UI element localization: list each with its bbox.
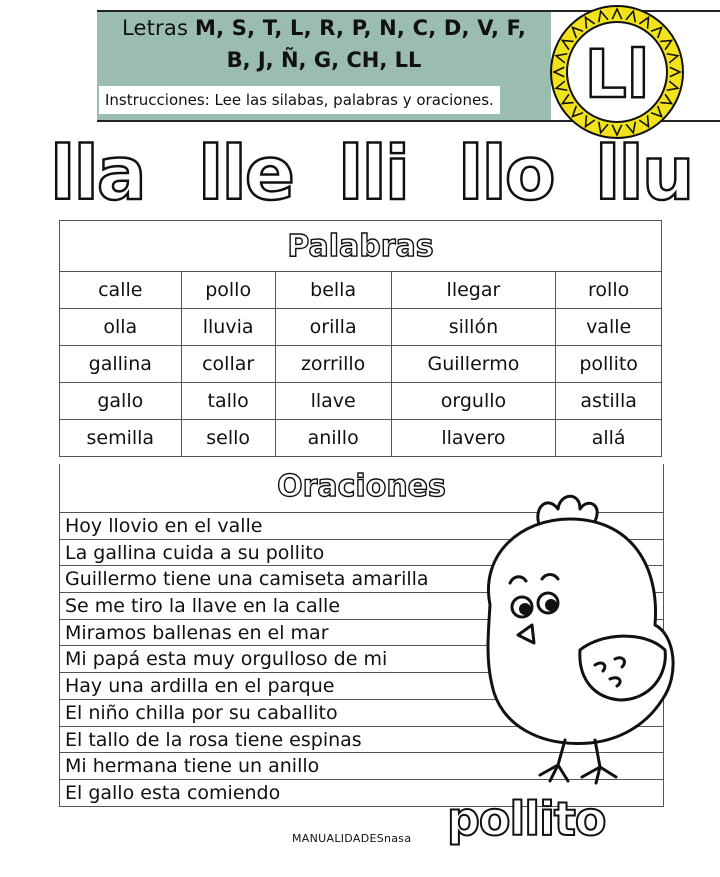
- word-cell: llave: [275, 383, 391, 420]
- credit-text: MANUALIDADESnasa: [292, 832, 412, 845]
- word-cell: orilla: [275, 309, 391, 346]
- letters-prefix: Letras: [121, 16, 189, 40]
- letters-list-2: B, J, Ñ, G, CH, LL: [226, 48, 422, 72]
- pollito-label: pollito: [447, 792, 606, 846]
- sentence-line: El tallo de la rosa tiene espinas: [60, 727, 663, 754]
- oraciones-title: Oraciones: [59, 464, 664, 512]
- word-cell: gallina: [60, 346, 182, 383]
- badge-letter: Ll: [584, 36, 650, 113]
- letters-list-1: M, S, T, L, R, P, N, C, D, V, F,: [195, 16, 527, 40]
- word-cell: collar: [181, 346, 275, 383]
- word-cell: rollo: [556, 272, 662, 309]
- chick-illustration: [470, 485, 685, 790]
- word-cell: sillón: [391, 309, 556, 346]
- word-cell: bella: [275, 272, 391, 309]
- word-cell: sello: [181, 420, 275, 457]
- palabras-title: Palabras: [60, 221, 662, 272]
- sentence-line: Mi papá esta muy orgulloso de mi: [60, 646, 663, 673]
- sentence-line: Miramos ballenas en el mar: [60, 620, 663, 647]
- instructions-text: Instrucciones: Lee las silabas, palabras y oraciones.: [99, 86, 500, 114]
- word-cell: pollito: [556, 346, 662, 383]
- table-row: [60, 420, 662, 457]
- sentence-line: Hoy llovio en el valle: [60, 513, 663, 540]
- sentence-line: El gallo esta comiendo: [60, 780, 663, 807]
- sentence-line: Hay una ardilla en el parque: [60, 673, 663, 700]
- letter-badge: [548, 3, 686, 141]
- header-banner: [97, 12, 551, 120]
- word-cell: valle: [556, 309, 662, 346]
- syllable-lli: lli: [338, 131, 409, 217]
- syllable-lle: lle: [198, 131, 293, 217]
- word-cell: llegar: [391, 272, 556, 309]
- table-row: [60, 309, 662, 346]
- word-cell: astilla: [556, 383, 662, 420]
- palabras-table: [59, 220, 662, 457]
- syllable-lla: lla: [50, 131, 145, 217]
- syllable-row: [0, 132, 720, 217]
- word-cell: orgullo: [391, 383, 556, 420]
- word-cell: semilla: [60, 420, 182, 457]
- sentence-line: Guillermo tiene una camiseta amarilla: [60, 566, 663, 593]
- letters-line-1: [97, 16, 551, 40]
- word-cell: allá: [556, 420, 662, 457]
- sentence-line: Mi hermana tiene un anillo: [60, 753, 663, 780]
- word-cell: pollo: [181, 272, 275, 309]
- syllable-llu: llu: [595, 131, 693, 217]
- word-cell: calle: [60, 272, 182, 309]
- syllable-llo: llo: [458, 131, 554, 217]
- word-cell: llavero: [391, 420, 556, 457]
- sentence-line: Se me tiro la llave en la calle: [60, 593, 663, 620]
- word-cell: tallo: [181, 383, 275, 420]
- word-cell: lluvia: [181, 309, 275, 346]
- sentence-line: El niño chilla por su caballito: [60, 700, 663, 727]
- word-cell: olla: [60, 309, 182, 346]
- word-cell: gallo: [60, 383, 182, 420]
- table-row: [60, 272, 662, 309]
- sentence-line: La gallina cuida a su pollito: [60, 540, 663, 567]
- table-row: [60, 346, 662, 383]
- word-cell: anillo: [275, 420, 391, 457]
- table-row: [60, 383, 662, 420]
- word-cell: zorrillo: [275, 346, 391, 383]
- word-cell: Guillermo: [391, 346, 556, 383]
